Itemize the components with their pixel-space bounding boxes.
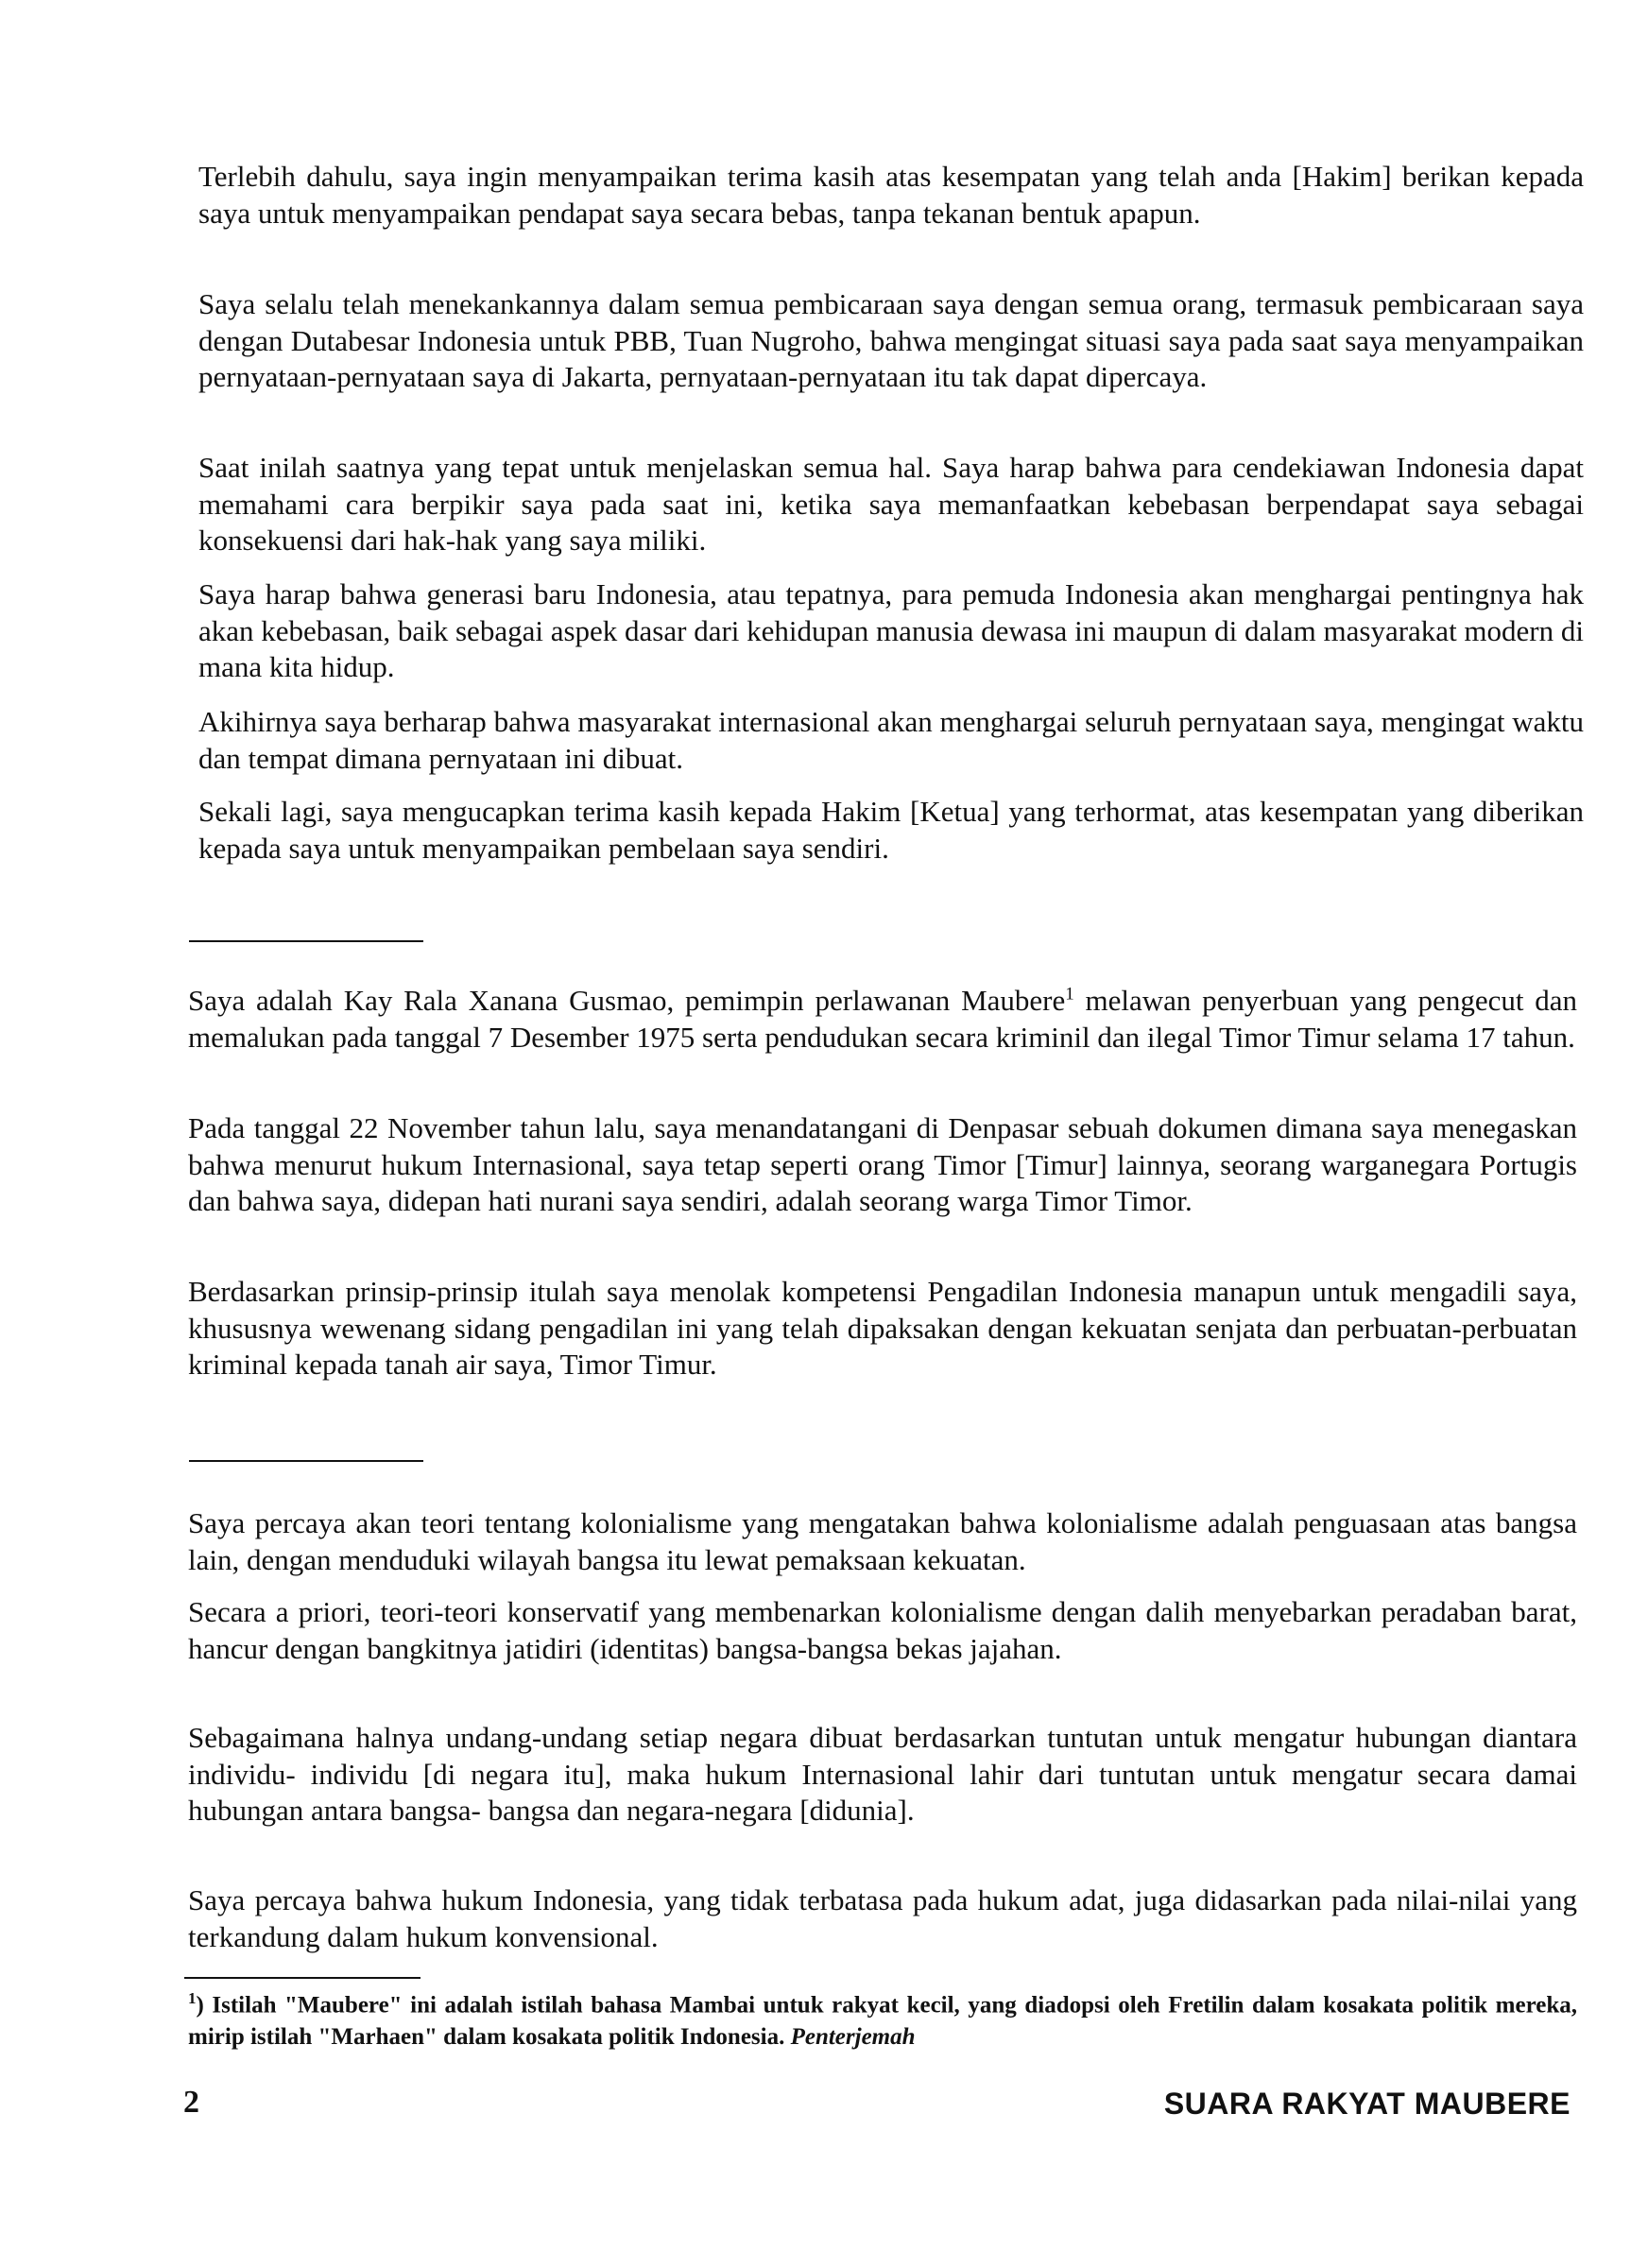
paragraph-conservative-theories: Secara a priori, teori-teori konservatif yang membenarkan kolonialisme dengan dalih menyebarkan peradaban barat, hancur dengan bangkitnya jatidiri (identitas) bangsa-bangsa bekas jajahan. <box>188 1595 1577 1665</box>
paragraph-denpasar-document: Pada tanggal 22 November tahun lalu, saya menandatangani di Denpasar sebuah dokumen dimana saya menegaskan bahwa menurut hukum Internasional, saya tetap seperti orang Timor [Timur] lainnya, seorang warganegara Portugis dan bahwa saya, didepan hati nurani saya sendiri, adalah seorang warga Timor Timor. <box>188 1111 1577 1217</box>
footnote-text: ) Istilah "Maubere" ini adalah istilah bahasa Mambai untuk rakyat kecil, yang diadopsi oleh Fretilin dalam kosakata politik mereka, mirip istilah "Marhaen" dalam kosakata politik Indonesia. <box>188 1992 1577 2051</box>
paragraph-international-law: Sebagaimana halnya undang-undang setiap negara dibuat berdasarkan tuntutan untuk mengatur hubungan diantara individu- individu [di negara itu], maka hukum Internasional lahir dari tuntutan untuk mengatur secara damai hubungan antara bangsa- bangsa dan negara-negara [didunia]. <box>188 1721 1577 1827</box>
footnote <box>188 1983 1577 2053</box>
running-head: SUARA RAKYAT MAUBERE <box>1163 2087 1571 2121</box>
page-number: 2 <box>183 2085 199 2120</box>
identity-text-after: melawan penyerbuan yang pengecut dan memalukan pada tanggal 7 Desember 1975 serta pendudukan secara kriminil dan ilegal Timor Timur selama 17 tahun. <box>188 984 1577 1054</box>
footnote-marker: 1 <box>188 1989 197 2007</box>
paragraph-explain-now: Saat inilah saatnya yang tepat untuk menjelaskan semua hal. Saya harap bahwa para cendekiawan Indonesia dapat memahami cara berpikir saya pada saat ini, ketika saya memanfaatkan kebebasan berpendapat saya sebagai konsekuensi dari hak-hak yang saya miliki. <box>198 451 1584 557</box>
paragraph-young-generation: Saya harap bahwa generasi baru Indonesia, atau tepatnya, para pemuda Indonesia akan menghargai pentingnya hak akan kebebasan, baik sebagai aspek dasar dari kehidupan manusia dewasa ini maupun di dalam masyarakat modern di mana kita hidup. <box>198 577 1584 683</box>
section-divider-1 <box>189 940 423 942</box>
section-divider-2 <box>189 1460 423 1462</box>
paragraph-opening-thanks: Terlebih dahulu, saya ingin menyampaikan terima kasih atas kesempatan yang telah anda [Hakim] berikan kepada saya untuk menyampaikan pendapat saya secara bebas, tanpa tekanan bentuk apapun. <box>198 160 1584 230</box>
paragraph-identity <box>188 983 1577 1056</box>
paragraph-reject-competence: Berdasarkan prinsip-prinsip itulah saya menolak kompetensi Pengadilan Indonesia manapun untuk mengadili saya, khususnya wewenang sidang pengadilan ini yang telah dipaksakan dengan kekuatan senjata dan perbuatan-perbuatan kriminal kepada tanah air saya, Timor Timur. <box>188 1275 1577 1381</box>
paragraph-indonesian-law: Saya percaya bahwa hukum Indonesia, yang tidak terbatasa pada hukum adat, juga didasarkan pada nilai-nilai yang terkandung dalam hukum konvensional. <box>188 1883 1577 1953</box>
paragraph-closing-thanks: Sekali lagi, saya mengucapkan terima kasih kepada Hakim [Ketua] yang terhormat, atas kesempatan yang diberikan kepada saya untuk menyampaikan pembelaan saya sendiri. <box>198 795 1584 865</box>
identity-text-before: Saya adalah Kay Rala Xanana Gusmao, pemimpin perlawanan Maubere <box>188 984 1066 1017</box>
paragraph-international-community: Akihirnya saya berharap bahwa masyarakat internasional akan menghargai seluruh pernyataan saya, mengingat waktu dan tempat dimana pernyataan ini dibuat. <box>198 705 1584 775</box>
paragraph-statements-not-credible: Saya selalu telah menekankannya dalam semua pembicaraan saya dengan semua orang, termasuk pembicaraan saya dengan Dutabesar Indonesia untuk PBB, Tuan Nugroho, bahwa mengingat situasi saya pada saat saya menyampaikan pernyataan-pernyataan saya di Jakarta, pernyataan-pernyataan itu tak dapat dipercaya. <box>198 287 1584 393</box>
paragraph-colonialism-theory: Saya percaya akan teori tentang kolonialisme yang mengatakan bahwa kolonialisme adalah penguasaan atas bangsa lain, dengan menduduki wilayah bangsa itu lewat pemaksaan kekuatan. <box>188 1506 1577 1576</box>
footnote-ref-1: 1 <box>1065 984 1074 1005</box>
footnote-translator: Penterjemah <box>790 2024 916 2051</box>
footnote-rule <box>184 1977 421 1979</box>
